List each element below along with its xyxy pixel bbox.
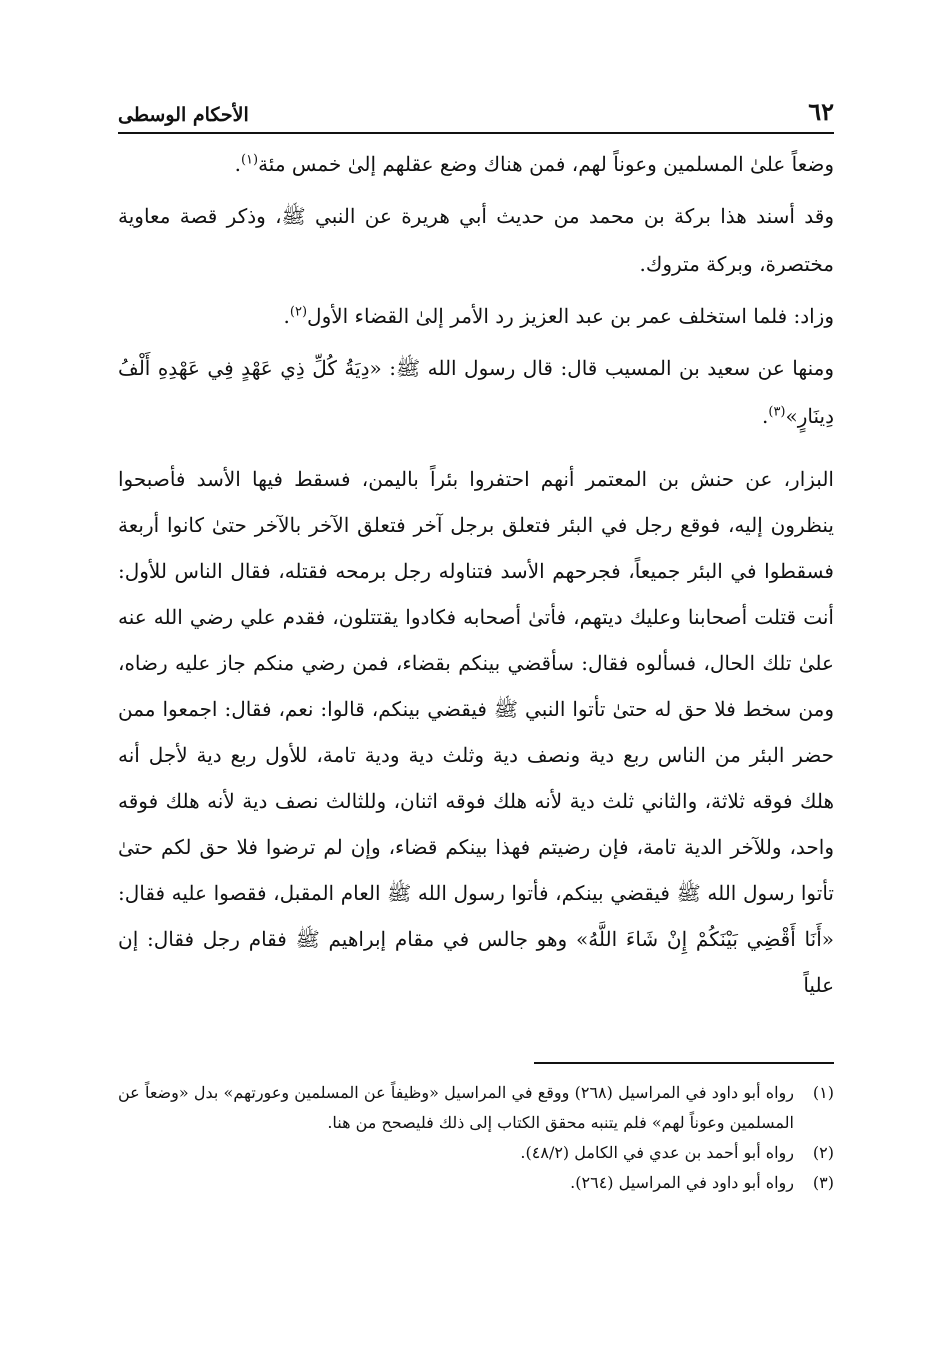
footnote-item — [118, 1138, 834, 1168]
footnote-number: (٢) — [812, 1143, 834, 1162]
footnote-ref[interactable]: (٢) — [289, 304, 308, 320]
main-text-top — [118, 140, 834, 440]
page-number: ٦٢ — [808, 97, 834, 126]
paragraph: البزار، عن حنش بن المعتمر أنهم احتفروا بئراً باليمن، فسقط فيها الأسد فأصبحوا ينظرون إليه، فوقع رجل في البئر فتعلق برجل آخر فتعلق الآخر بالآخر حتىٰ كانوا أربعة فسقطوا في البئر جميعاً، فجرحهم الأسد فتناوله رجل برمحه فقتله، فقال الناس للأول: أنت قتلت أصحابنا وعليك ديتهم، فأتىٰ أصحابه فكادوا يقتتلون، فقدم علي رضي الله عنه علىٰ تلك الحال، فسألوه فقال: سأقضي بينكم بقضاء، فمن رضي منكم جاز عليه رضاه، ومن سخط فلا حق له حتىٰ تأتوا النبي ﷺ فيقضي بينكم، قالوا: نعم، فقال: اجمعوا ممن حضر البئر من الناس ربع دية ونصف دية وثلث دية ودية تامة، للأول ربع دية لأجل أنه هلك فوقه ثلاثة، والثاني ثلث دية لأنه هلك فوقه اثنان، وللثالث نصف دية لأنه هلك فوقه واحد، وللآخر الدية تامة، فإن رضيتم فهذا بينكم قضاء، وإن لم ترضوا فلا حق لكم حتىٰ تأتوا رسول الله ﷺ فيقضي بينكم، فأتوا رسول الله ﷺ العام المقبل، فقصوا عليه فقال: «أَنَا أَقْضِي بَيْنَكُمْ إِنْ شَاءَ اللَّهُ» وهو جالس في مقام إبراهيم ﷺ فقام رجل فقال: إن علياً — [118, 467, 834, 997]
footnote-ref[interactable]: (١) — [240, 152, 259, 168]
footnote-item — [118, 1168, 834, 1198]
footnote-number: (٣) — [812, 1173, 834, 1192]
paragraph: وزاد: فلما استخلف عمر بن عبد العزيز رد الأمر إلىٰ القضاء الأول$^{(٢)}$. — [283, 304, 834, 328]
footnote-number: (١) — [812, 1083, 834, 1102]
footnote-divider — [534, 1062, 834, 1064]
footnote-text: رواه أبو داود في المراسيل (٢٦٤). — [570, 1173, 794, 1192]
page-header — [118, 86, 834, 134]
paragraph: وقد أسند هذا بركة بن محمد من حديث أبي هريرة عن النبي ﷺ، وذكر قصة معاوية مختصرة، وبركة متروك. — [118, 204, 834, 276]
paragraph: وضعاً علىٰ المسلمين وعوناً لهم، فمن هناك وضع عقلهم إلىٰ خمس مئة$^{(١)}$. — [234, 152, 834, 176]
footnote-text: رواه أبو داود في المراسيل (٢٦٨) ووقع في المراسيل «وظيفاً عن المسلمين وعورتهم» بدل «وضعاً عن المسلمين وعوناً لهم» فلم يتنبه محقق الكتاب إلى ذلك فليصحح من هنا. — [118, 1083, 795, 1132]
running-title: الأحكام الوسطى — [118, 104, 249, 126]
footnote-item — [118, 1078, 834, 1138]
footnote-ref[interactable]: (٣) — [768, 404, 786, 420]
footnote-text: رواه أبو أحمد بن عدي في الكامل (٤٨/٢). — [520, 1143, 794, 1162]
paragraph: ومنها عن سعيد بن المسيب قال: قال رسول الله ﷺ: «دِيَةُ كُلِّ ذِي عَهْدٍ فِي عَهْدِهِ أَلْفُ دِينَارٍ»$^{(٣)}$. — [118, 356, 834, 428]
footnotes — [118, 1078, 834, 1198]
main-text-bazzar — [118, 456, 834, 1008]
